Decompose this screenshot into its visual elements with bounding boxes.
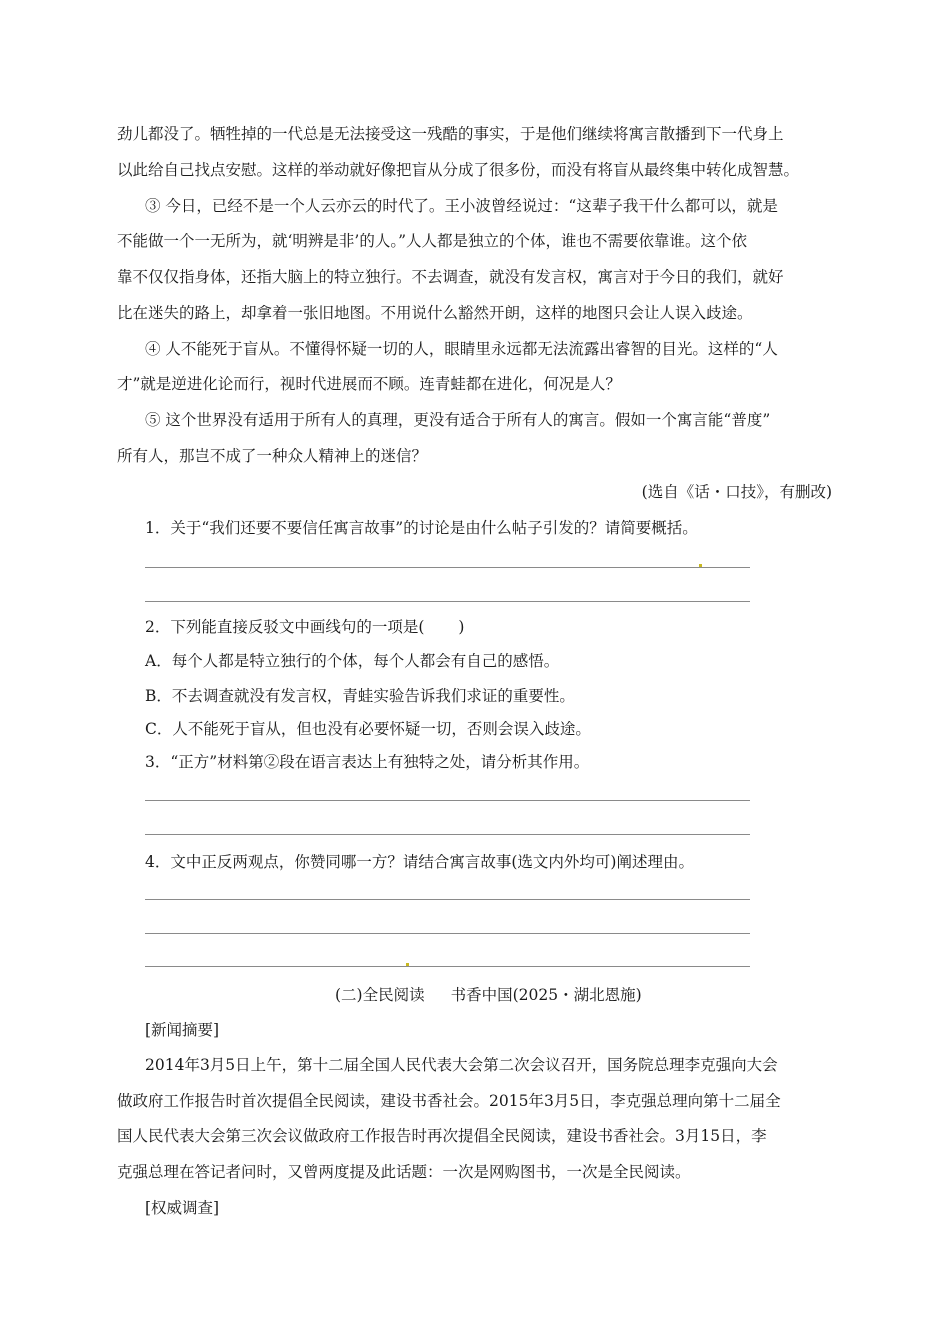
answer-line[interactable] bbox=[145, 567, 750, 568]
news-line: 国人民代表大会第三次会议做政府工作报告时再次提倡全民阅读，建设书香社会。3月15日，李 bbox=[117, 1127, 767, 1145]
option-c: C．人不能死于盲从，但也没有必要怀疑一切，否则会误入歧途。 bbox=[145, 720, 591, 738]
passage-line: 靠不仅仅指身体，还指大脑上的特立独行。不去调查，就没有发言权，寓言对于今日的我们，就好 bbox=[117, 268, 784, 286]
question-3: 3．“正方”材料第②段在语言表达上有独特之处，请分析其作用。 bbox=[145, 753, 590, 771]
news-line: 克强总理在答记者问时，又曾两度提及此话题：一次是网购图书，一次是全民阅读。 bbox=[117, 1163, 691, 1181]
passage-line: ⑤ 这个世界没有适用于所有人的真理，更没有适合于所有人的寓言。假如一个寓言能“普度” bbox=[145, 411, 771, 429]
passage-line: 劲儿都没了。牺牲掉的一代总是无法接受这一残酷的事实，于是他们继续将寓言散播到下一代身上 bbox=[117, 125, 784, 143]
answer-line[interactable] bbox=[145, 966, 750, 967]
passage-line: 不能做一个一无所为，就‘明辨是非’的人。”人人都是独立的个体，谁也不需要依靠谁。这个依 bbox=[117, 232, 748, 250]
stray-mark bbox=[699, 564, 702, 567]
question-2-close: ) bbox=[458, 618, 465, 636]
question-1: 1．关于“我们还要不要信任寓言故事”的讨论是由什么帖子引发的？请简要概括。 bbox=[145, 519, 698, 537]
section-heading-right: 书香中国(2025・湖北恩施) bbox=[450, 986, 642, 1004]
question-2 bbox=[145, 617, 464, 637]
passage-line: 才”就是逆进化论而行，视时代进展而不顾。连青蛙都在进化，何况是人？ bbox=[117, 375, 621, 393]
survey-label: [权威调查] bbox=[145, 1199, 220, 1217]
passage-line: 以此给自己找点安慰。这样的举动就好像把盲从分成了很多份，而没有将盲从最终集中转化成智慧。 bbox=[117, 161, 800, 179]
stray-mark bbox=[406, 963, 409, 966]
answer-line[interactable] bbox=[145, 834, 750, 835]
answer-line[interactable] bbox=[145, 899, 750, 900]
news-line: 做政府工作报告时首次提倡全民阅读，建设书香社会。2015年3月5日，李克强总理向第十二届全 bbox=[117, 1092, 781, 1110]
passage-line: 所有人，那岂不成了一种众人精神上的迷信？ bbox=[117, 447, 428, 465]
passage-line: ④ 人不能死于盲从。不懂得怀疑一切的人，眼睛里永远都无法流露出睿智的目光。这样的“人 bbox=[145, 340, 778, 358]
answer-line[interactable] bbox=[145, 800, 750, 801]
option-b: B．不去调查就没有发言权，青蛙实验告诉我们求证的重要性。 bbox=[145, 687, 575, 705]
question-4: 4．文中正反两观点，你赞同哪一方？请结合寓言故事(选文内外均可)阐述理由。 bbox=[145, 853, 694, 871]
section-heading bbox=[335, 985, 642, 1005]
option-a: A．每个人都是特立独行的个体，每个人都会有自己的感悟。 bbox=[145, 652, 560, 670]
answer-line[interactable] bbox=[145, 933, 750, 934]
passage-line: 比在迷失的路上，却拿着一张旧地图。不用说什么豁然开朗，这样的地图只会让人误入歧途。 bbox=[117, 304, 753, 322]
passage-line: ③ 今日，已经不是一个人云亦云的时代了。王小波曾经说过：“这辈子我干什么都可以，就是 bbox=[145, 197, 778, 215]
section-heading-left: (二)全民阅读 bbox=[335, 986, 425, 1004]
answer-line[interactable] bbox=[145, 601, 750, 602]
news-label: [新闻摘要] bbox=[145, 1021, 220, 1039]
news-line: 2014年3月5日上午，第十二届全国人民代表大会第二次会议召开，国务院总理李克强向大会 bbox=[145, 1056, 778, 1074]
source-citation: (选自《话・口技》，有删改) bbox=[641, 483, 832, 501]
question-2-text: 2．下列能直接反驳文中画线句的一项是( bbox=[145, 618, 425, 636]
